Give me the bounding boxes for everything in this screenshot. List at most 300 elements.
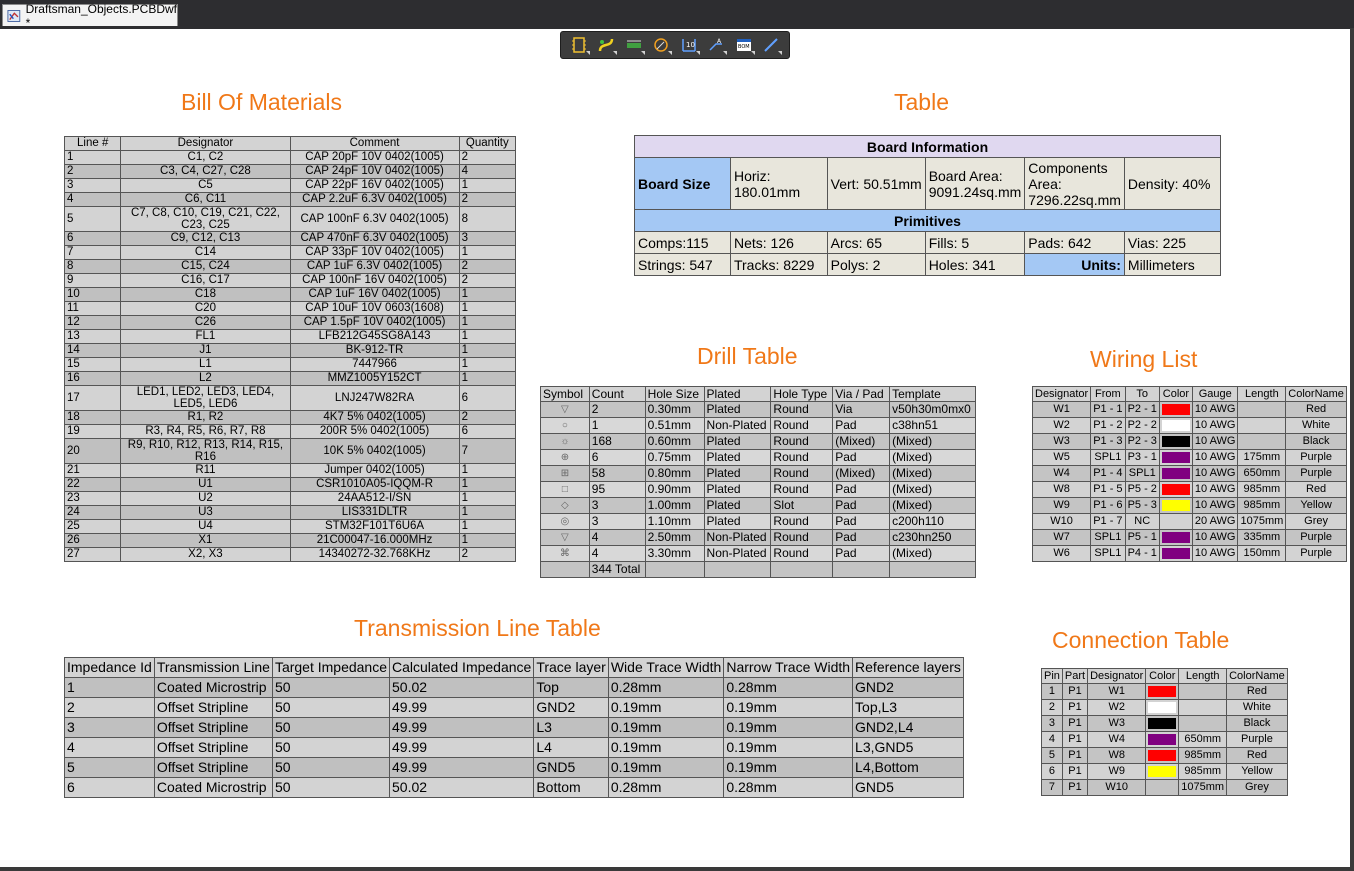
document-tab[interactable] (2, 1, 178, 30)
connection-cell: W9 (1088, 764, 1146, 780)
wiring-cell: 10 AWG (1192, 482, 1238, 498)
units-value: Millimeters (1124, 254, 1220, 276)
drill-header-cell: Hole Size (645, 387, 704, 402)
bom-cell: CAP 20pF 10V 0402(1005) (290, 151, 459, 165)
wiring-cell: SPL1 (1125, 466, 1159, 482)
wiring-cell: P3 - 1 (1125, 450, 1159, 466)
tline-cell: 50 (272, 778, 389, 798)
wiring-cell: Red (1286, 402, 1347, 418)
drill-row[interactable] (541, 498, 976, 514)
drill-cell: (Mixed) (890, 546, 976, 562)
wiring-cell: 335mm (1238, 530, 1286, 546)
wiring-cell: P1 - 7 (1091, 514, 1125, 530)
tline-cell: 50 (272, 698, 389, 718)
board-size-label: Board Size (635, 158, 731, 210)
color-swatch (1162, 436, 1190, 447)
bom-row[interactable] (65, 386, 516, 411)
wiring-cell: White (1286, 418, 1347, 434)
drill-cell: (Mixed) (890, 466, 976, 482)
drill-cell: Pad (833, 530, 890, 546)
bom-row[interactable] (65, 534, 516, 548)
tline-row[interactable] (65, 778, 964, 798)
connection-cell: Purple (1227, 732, 1288, 748)
tline-cell: 0.28mm (608, 778, 723, 798)
tline-row[interactable] (65, 758, 964, 778)
bom-row[interactable] (65, 520, 516, 534)
bom-header-cell: Designator (121, 137, 290, 151)
drill-symbol-icon: ○ (541, 418, 590, 434)
bom-cell: C1, C2 (121, 151, 290, 165)
wiring-row[interactable] (1033, 450, 1347, 466)
wiring-cell: 20 AWG (1192, 514, 1238, 530)
wiring-header-cell: Designator (1033, 387, 1091, 402)
place-connection-button[interactable] (595, 34, 617, 56)
tline-header-cell: Trace layer (534, 658, 609, 678)
color-swatch (1162, 420, 1190, 431)
wiring-color-cell (1159, 514, 1192, 530)
bom-row[interactable] (65, 302, 516, 316)
primitives-row-2 (635, 254, 1221, 276)
place-arc-button[interactable] (650, 34, 672, 56)
bom-cell: STM32F101T6U6A (290, 520, 459, 534)
bom-row[interactable] (65, 425, 516, 439)
drill-cell: Pad (833, 418, 890, 434)
drill-cell: Non-Plated (704, 546, 771, 562)
connection-color-cell (1146, 716, 1179, 732)
drill-cell: 95 (589, 482, 645, 498)
drill-table-title: Drill Table (697, 343, 798, 369)
bom-row[interactable] (65, 151, 516, 165)
bom-cell: 7 (65, 246, 121, 260)
connection-row[interactable] (1042, 764, 1288, 780)
bom-cell: 13 (65, 330, 121, 344)
place-note-button[interactable] (678, 34, 700, 56)
bom-cell: 6 (459, 386, 515, 411)
wiring-cell: 1075mm (1238, 514, 1286, 530)
bom-cell: C3, C4, C27, C28 (121, 165, 290, 179)
wiring-cell: 10 AWG (1192, 466, 1238, 482)
tline-cell: L4 (534, 738, 609, 758)
tline-cell: 50.02 (390, 778, 534, 798)
bom-cell: 1 (459, 492, 515, 506)
leader-icon (707, 36, 725, 54)
bom-cell: U4 (121, 520, 290, 534)
tline-header-cell: Impedance Id (65, 658, 155, 678)
drill-header-cell: Template (890, 387, 976, 402)
drill-row[interactable] (541, 530, 976, 546)
primitive-holes: Holes: 341 (925, 254, 1025, 276)
tline-cell: 50 (272, 678, 389, 698)
bom-cell: U1 (121, 478, 290, 492)
bom-cell: 1 (459, 506, 515, 520)
wiring-header-row (1033, 387, 1347, 402)
tline-cell: 6 (65, 778, 155, 798)
tline-cell: 0.19mm (724, 738, 853, 758)
drill-row[interactable] (541, 450, 976, 466)
connection-cell: Black (1227, 716, 1288, 732)
bom-cell: X1 (121, 534, 290, 548)
wiring-row[interactable] (1033, 466, 1347, 482)
drill-cell: Round (771, 418, 833, 434)
place-component-button[interactable] (568, 34, 590, 56)
primitives-header: Primitives (635, 210, 1221, 232)
dimension-icon (625, 36, 643, 54)
wiring-cell: W6 (1033, 546, 1091, 562)
tline-header-cell: Reference layers (853, 658, 964, 678)
connection-cell: P1 (1062, 764, 1087, 780)
wiring-cell: 150mm (1238, 546, 1286, 562)
connection-color-cell (1146, 748, 1179, 764)
bom-row[interactable] (65, 165, 516, 179)
bom-cell: C16, C17 (121, 274, 290, 288)
wiring-cell: P4 - 1 (1125, 546, 1159, 562)
wiring-row[interactable] (1033, 546, 1347, 562)
bom-cell: L2 (121, 372, 290, 386)
drill-cell: Plated (704, 434, 771, 450)
wiring-cell: P5 - 3 (1125, 498, 1159, 514)
wiring-cell: P1 - 1 (1091, 402, 1125, 418)
drill-row[interactable] (541, 402, 976, 418)
drill-cell: v50h30m0mx0 (890, 402, 976, 418)
tline-row[interactable] (65, 698, 964, 718)
bom-cell: U2 (121, 492, 290, 506)
wiring-cell (1238, 402, 1286, 418)
connection-cell: 985mm (1179, 748, 1227, 764)
color-swatch (1162, 548, 1190, 559)
bom-cell: 25 (65, 520, 121, 534)
drill-cell: Pad (833, 546, 890, 562)
component-icon (570, 36, 588, 54)
wiring-cell: W3 (1033, 434, 1091, 450)
drill-cell: Plated (704, 450, 771, 466)
color-swatch (1148, 718, 1176, 729)
bom-cell: 6 (459, 425, 515, 439)
drill-table[interactable] (540, 386, 976, 578)
bom-row[interactable] (65, 506, 516, 520)
drill-cell: 0.30mm (645, 402, 704, 418)
drill-cell: (Mixed) (890, 482, 976, 498)
drill-header-cell: Symbol (541, 387, 590, 402)
wiring-header-cell: ColorName (1286, 387, 1347, 402)
bom-cell: 1 (459, 246, 515, 260)
connection-cell: Red (1227, 684, 1288, 700)
drill-cell: 1.00mm (645, 498, 704, 514)
primitive-count: Fills: 5 (925, 232, 1025, 254)
connection-row[interactable] (1042, 780, 1288, 796)
bom-row[interactable] (65, 344, 516, 358)
tline-cell: L3,GND5 (853, 738, 964, 758)
bom-cell: CAP 10uF 10V 0603(1608) (290, 302, 459, 316)
bom-row[interactable] (65, 439, 516, 464)
bom-cell: 1 (459, 478, 515, 492)
primitive-count: Arcs: 65 (827, 232, 925, 254)
primitives-row-1 (635, 232, 1221, 254)
wiring-row[interactable] (1033, 514, 1347, 530)
bom-row[interactable] (65, 316, 516, 330)
tline-cell: 1 (65, 678, 155, 698)
connection-color-cell (1146, 700, 1179, 716)
wiring-cell: P5 - 2 (1125, 482, 1159, 498)
connection-cell: 1075mm (1179, 780, 1227, 796)
bom-row[interactable] (65, 492, 516, 506)
drill-cell: 6 (589, 450, 645, 466)
place-leader-button[interactable] (705, 34, 727, 56)
tline-cell: Top (534, 678, 609, 698)
connection-row[interactable] (1042, 748, 1288, 764)
connection-row[interactable] (1042, 732, 1288, 748)
color-swatch (1162, 484, 1190, 495)
tline-cell: GND5 (534, 758, 609, 778)
tline-cell: GND2 (853, 678, 964, 698)
wiring-row[interactable] (1033, 530, 1347, 546)
bom-cell: 1 (459, 302, 515, 316)
bom-row[interactable] (65, 464, 516, 478)
tline-row[interactable] (65, 738, 964, 758)
arc-icon (652, 36, 670, 54)
drill-symbol-icon: ☼ (541, 434, 590, 450)
conn-header-cell: Part (1062, 669, 1087, 684)
bom-cell: 2 (459, 411, 515, 425)
drill-row[interactable] (541, 418, 976, 434)
bom-cell: FL1 (121, 330, 290, 344)
place-dimension-button[interactable] (623, 34, 645, 56)
color-swatch (1162, 452, 1190, 463)
bom-cell: MMZ1005Y152CT (290, 372, 459, 386)
bom-cell: 3 (459, 232, 515, 246)
bom-cell: CAP 1uF 16V 0402(1005) (290, 288, 459, 302)
connection-cell (1179, 700, 1227, 716)
tline-row[interactable] (65, 678, 964, 698)
wiring-cell: W8 (1033, 482, 1091, 498)
bom-cell: 18 (65, 411, 121, 425)
line-icon (762, 36, 780, 54)
bom-cell: 1 (459, 534, 515, 548)
drill-cell: 168 (589, 434, 645, 450)
bottom-frame (0, 867, 1354, 871)
drill-cell: 3 (589, 514, 645, 530)
wiring-header-cell: To (1125, 387, 1159, 402)
wiring-cell: Purple (1286, 450, 1347, 466)
connection-row[interactable] (1042, 700, 1288, 716)
color-swatch (1162, 532, 1190, 543)
bom-cell: 7447966 (290, 358, 459, 372)
wiring-cell: Grey (1286, 514, 1347, 530)
wiring-cell: W5 (1033, 450, 1091, 466)
wiring-color-cell (1159, 466, 1192, 482)
active-bar-toolbar (560, 31, 790, 59)
bom-title: Bill Of Materials (181, 89, 343, 115)
drill-row[interactable] (541, 434, 976, 450)
drill-cell: Round (771, 546, 833, 562)
wiring-cell: W7 (1033, 530, 1091, 546)
drill-cell: 344 Total (589, 562, 645, 578)
tline-cell: 49.99 (390, 718, 534, 738)
right-frame (1350, 28, 1354, 871)
wiring-color-cell (1159, 434, 1192, 450)
bom-header-cell: Comment (290, 137, 459, 151)
bom-cell: CAP 470nF 6.3V 0402(1005) (290, 232, 459, 246)
wiring-color-cell (1159, 498, 1192, 514)
bom-cell: R11 (121, 464, 290, 478)
bom-row[interactable] (65, 288, 516, 302)
wiring-list-title: Wiring List (1090, 346, 1198, 372)
wiring-color-cell (1159, 546, 1192, 562)
drill-row[interactable] (541, 562, 976, 578)
bom-row[interactable] (65, 232, 516, 246)
connection-cell: Red (1227, 748, 1288, 764)
wiring-cell: 10 AWG (1192, 546, 1238, 562)
bom-row[interactable] (65, 193, 516, 207)
drill-cell: Round (771, 450, 833, 466)
bom-cell: C7, C8, C10, C19, C21, C22, C23, C25 (121, 207, 290, 232)
bom-row[interactable] (65, 330, 516, 344)
drill-row[interactable] (541, 466, 976, 482)
bom-cell: 2 (65, 165, 121, 179)
wiring-row[interactable] (1033, 434, 1347, 450)
tline-cell: Offset Stripline (154, 698, 272, 718)
wiring-row[interactable] (1033, 482, 1347, 498)
bom-cell: R9, R10, R12, R13, R14, R15, R16 (121, 439, 290, 464)
tline-cell: GND2 (534, 698, 609, 718)
tline-cell: GND5 (853, 778, 964, 798)
connection-cell: W1 (1088, 684, 1146, 700)
bom-row[interactable] (65, 372, 516, 386)
bom-row[interactable] (65, 179, 516, 193)
drill-cell: 0.90mm (645, 482, 704, 498)
drill-header-cell: Via / Pad (833, 387, 890, 402)
tline-cell: 50 (272, 718, 389, 738)
place-line-button[interactable] (760, 34, 782, 56)
wiring-cell: P5 - 1 (1125, 530, 1159, 546)
bom-cell: 1 (459, 179, 515, 193)
bom-row[interactable] (65, 246, 516, 260)
color-swatch (1162, 404, 1190, 415)
drawing-canvas[interactable] (0, 29, 1350, 867)
wiring-cell: 985mm (1238, 482, 1286, 498)
drill-cell (833, 562, 890, 578)
wiring-cell: P2 - 1 (1125, 402, 1159, 418)
drill-row[interactable] (541, 546, 976, 562)
connection-header-row (1042, 669, 1288, 684)
bom-cell: LED1, LED2, LED3, LED4, LED5, LED6 (121, 386, 290, 411)
note-icon (680, 36, 698, 54)
bom-cell: 24 (65, 506, 121, 520)
bom-cell: LFB212G45SG8A143 (290, 330, 459, 344)
bom-row[interactable] (65, 274, 516, 288)
bom-cell: BK-912-TR (290, 344, 459, 358)
bom-row[interactable] (65, 260, 516, 274)
wiring-cell: 10 AWG (1192, 402, 1238, 418)
color-swatch (1148, 750, 1176, 761)
tline-cell: 0.28mm (724, 778, 853, 798)
bom-table[interactable] (64, 136, 516, 562)
bom-cell: C26 (121, 316, 290, 330)
drill-row[interactable] (541, 514, 976, 530)
color-swatch (1162, 468, 1190, 479)
bom-cell: 15 (65, 358, 121, 372)
connection-cell: 1 (1042, 684, 1063, 700)
bom-cell: LIS331DLTR (290, 506, 459, 520)
bom-cell: 21C00047-16.000MHz (290, 534, 459, 548)
wiring-cell: 650mm (1238, 466, 1286, 482)
transmission-line-table[interactable] (64, 657, 964, 798)
connection-color-cell (1146, 684, 1179, 700)
wiring-cell: P2 - 3 (1125, 434, 1159, 450)
connection-cell: P1 (1062, 684, 1087, 700)
bom-cell: 2 (459, 151, 515, 165)
drill-cell (645, 562, 704, 578)
wiring-cell: 10 AWG (1192, 530, 1238, 546)
drill-cell: (Mixed) (833, 434, 890, 450)
drill-cell: 2 (589, 402, 645, 418)
document-tab-title: Draftsman_Objects.PCBDwf * (25, 1, 177, 30)
drill-cell: Non-Plated (704, 530, 771, 546)
place-bom-button[interactable] (733, 34, 755, 56)
bom-row[interactable] (65, 478, 516, 492)
conn-header-cell: Color (1146, 669, 1179, 684)
primitive-count: Comps:115 (635, 232, 731, 254)
primitive-count: Nets: 126 (730, 232, 827, 254)
wiring-row[interactable] (1033, 418, 1347, 434)
components-area: Components Area: 7296.22sq.mm (1025, 158, 1125, 210)
wiring-row[interactable] (1033, 402, 1347, 418)
drill-symbol-icon: ⊞ (541, 466, 590, 482)
bom-cell: 1 (459, 344, 515, 358)
drill-cell: Non-Plated (704, 418, 771, 434)
bom-cell: 2 (459, 548, 515, 562)
bom-cell: CAP 22pF 16V 0402(1005) (290, 179, 459, 193)
transmission-line-title: Transmission Line Table (354, 615, 601, 641)
bom-cell: 4K7 5% 0402(1005) (290, 411, 459, 425)
bom-cell: 23 (65, 492, 121, 506)
bom-cell: CAP 1uF 6.3V 0402(1005) (290, 260, 459, 274)
bom-row[interactable] (65, 358, 516, 372)
bom-row[interactable] (65, 411, 516, 425)
bom-cell: 9 (65, 274, 121, 288)
bom-row[interactable] (65, 548, 516, 562)
drill-symbol-icon: ⊕ (541, 450, 590, 466)
tline-cell: GND2,L4 (853, 718, 964, 738)
tline-cell: 3 (65, 718, 155, 738)
drill-row[interactable] (541, 482, 976, 498)
tline-row[interactable] (65, 718, 964, 738)
drill-cell (704, 562, 771, 578)
connection-cell: 5 (1042, 748, 1063, 764)
bom-cell: 1 (459, 372, 515, 386)
bom-cell: LNJ247W82RA (290, 386, 459, 411)
tline-cell: 0.19mm (608, 758, 723, 778)
connection-cell: White (1227, 700, 1288, 716)
connection-row[interactable] (1042, 684, 1288, 700)
bom-cell: 200R 5% 0402(1005) (290, 425, 459, 439)
board-information-table[interactable] (634, 135, 1221, 276)
connection-table[interactable] (1041, 668, 1288, 796)
tline-cell: 0.19mm (724, 758, 853, 778)
drill-cell: c230hn250 (890, 530, 976, 546)
wiring-row[interactable] (1033, 498, 1347, 514)
wiring-cell: Purple (1286, 546, 1347, 562)
bom-row[interactable] (65, 207, 516, 232)
bom-cell: X2, X3 (121, 548, 290, 562)
wiring-header-cell: Length (1238, 387, 1286, 402)
connection-table-title: Connection Table (1052, 627, 1230, 653)
wiring-color-cell (1159, 482, 1192, 498)
drill-cell: Plated (704, 498, 771, 514)
color-swatch (1148, 702, 1176, 713)
wiring-list-table[interactable] (1032, 386, 1347, 562)
connection-row[interactable] (1042, 716, 1288, 732)
bom-cell: CAP 33pF 10V 0402(1005) (290, 246, 459, 260)
